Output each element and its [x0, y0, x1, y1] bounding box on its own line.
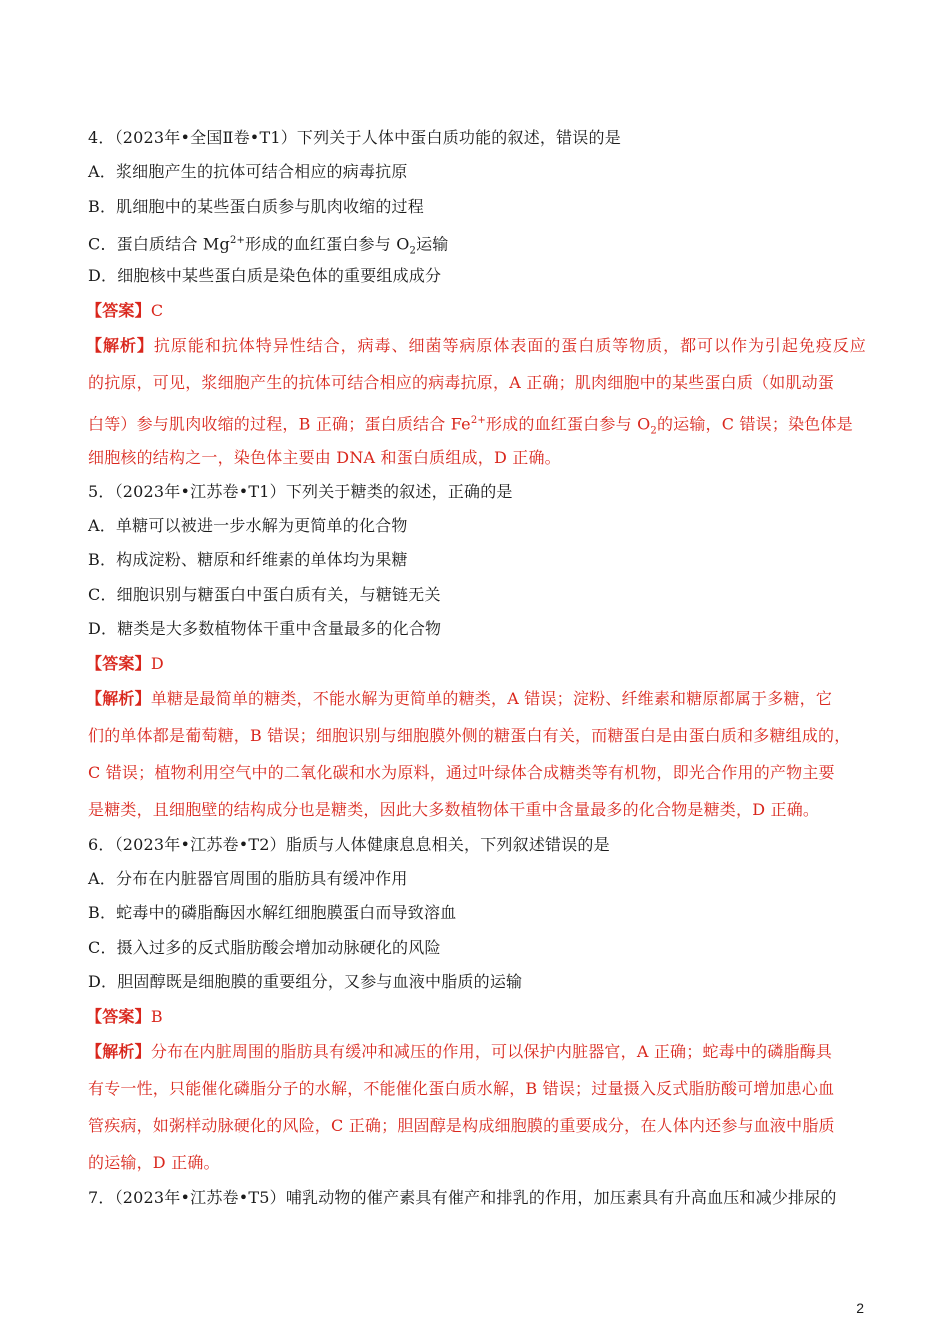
q5-answer-tag: 【答案】	[86, 654, 151, 673]
q4-analysis-text-1: 抗原能和抗体特异性结合，病毒、细菌等病原体表面的蛋白质等物质，都可以作为引起免疫反应	[153, 336, 866, 355]
q4-analysis-tag: 【解析】	[86, 336, 154, 355]
q6-option-b: B．蛇毒中的磷脂酶因水解红细胞膜蛋白而导致溶血	[88, 903, 457, 922]
q6-answer	[86, 1006, 866, 1028]
q5-answer	[86, 653, 866, 675]
q4-analysis-3-post: 的运输，C 错误；染色体是	[656, 414, 853, 434]
q6-answer-tag: 【答案】	[86, 1007, 151, 1026]
q6-option-d: D．胆固醇既是细胞膜的重要组分，又参与血液中脂质的运输	[88, 972, 523, 991]
q6-option-c: C．摄入过多的反式脂肪酸会增加动脉硬化的风险	[88, 938, 441, 957]
q4-analysis-3-pre: 白等）参与肌肉收缩的过程，B 正确；蛋白质结合 Fe	[88, 414, 471, 434]
q5-analysis-line-3: C 错误；植物利用空气中的二氧化碳和水为原料，通过叶绿体合成糖类等有机物，即光合作用的产物主要	[88, 763, 835, 782]
q5-analysis-text-1: 单糖是最简单的糖类，不能水解为更简单的糖类，A 错误；淀粉、纤维素和糖原都属于多糖，它	[150, 689, 833, 708]
q4-answer-value: C	[150, 301, 164, 320]
q4-analysis-3-mid: 形成的血红蛋白参与 O	[485, 414, 651, 434]
q5-option-a: A．单糖可以被进一步水解为更简单的化合物	[88, 516, 408, 535]
q4-analysis-line-2: 的抗原，可见，浆细胞产生的抗体可结合相应的病毒抗原，A 正确；肌肉细胞中的某些蛋白质（如肌动蛋	[88, 373, 835, 392]
q4-answer	[86, 300, 866, 322]
q6-answer-value: B	[150, 1007, 163, 1026]
q5-analysis-line-4: 是糖类，且细胞壁的结构成分也是糖类，因此大多数植物体干重中含量最多的化合物是糖类，D 正确。	[88, 800, 820, 819]
q4-analysis-3-sub: 2	[650, 425, 657, 437]
q4-option-c	[88, 230, 868, 263]
q6-analysis-line-1	[86, 1041, 866, 1063]
q4-option-a: A．浆细胞产生的抗体可结合相应的病毒抗原	[88, 162, 408, 181]
q4-option-c-post: 运输	[416, 234, 449, 254]
q5-analysis-tag: 【解析】	[86, 689, 151, 708]
q4-option-b: B．肌细胞中的某些蛋白质参与肌肉收缩的过程	[88, 197, 424, 216]
q4-option-c-sup: 2+	[229, 235, 246, 246]
q6-analysis-text-1: 分布在内脏周围的脂肪具有缓冲和减压的作用，可以保护内脏器官，A 正确；蛇毒中的磷脂酶具	[150, 1042, 833, 1061]
q6-analysis-tag: 【解析】	[86, 1042, 151, 1061]
q5-stem: 5．（2023年•江苏卷•T1）下列关于糖类的叙述，正确的是	[88, 482, 513, 501]
q6-analysis-line-4: 的运输，D 正确。	[88, 1153, 220, 1172]
q5-answer-value: D	[150, 654, 164, 673]
q5-option-b: B．构成淀粉、糖原和纤维素的单体均为果糖	[88, 550, 408, 569]
q4-analysis-3-sup: 2+	[470, 415, 486, 426]
q4-option-c-mid: 形成的血红蛋白参与 O	[245, 234, 410, 254]
q4-analysis-line-3	[88, 410, 868, 443]
q4-analysis-line-1	[86, 335, 866, 357]
q4-stem: 4．（2023年•全国Ⅱ卷•T1）下列关于人体中蛋白质功能的叙述，错误的是	[88, 128, 621, 147]
q4-option-c-sub: 2	[409, 245, 417, 257]
q5-analysis-line-1	[86, 688, 866, 710]
q5-option-d: D．糖类是大多数植物体干重中含量最多的化合物	[88, 619, 442, 638]
q6-analysis-line-3: 管疾病，如粥样动脉硬化的风险，C 正确；胆固醇是构成细胞膜的重要成分，在人体内还参与血液中脂质	[88, 1116, 835, 1135]
q5-option-c: C．细胞识别与糖蛋白中蛋白质有关，与糖链无关	[88, 585, 441, 604]
q4-option-c-pre: C．蛋白质结合 Mg	[88, 234, 230, 254]
q4-answer-tag: 【答案】	[86, 301, 151, 320]
page-number: 2	[856, 1300, 864, 1316]
q6-option-a: A．分布在内脏器官周围的脂肪具有缓冲作用	[88, 869, 408, 888]
q7-stem: 7．（2023年•江苏卷•T5）哺乳动物的催产素具有催产和排乳的作用，加压素具有升高血压和减少排尿的	[88, 1188, 837, 1207]
q6-stem: 6．（2023年•江苏卷•T2）脂质与人体健康息息相关，下列叙述错误的是	[88, 835, 610, 854]
q5-analysis-line-2: 们的单体都是葡萄糖，B 错误；细胞识别与细胞膜外侧的糖蛋白有关，而糖蛋白是由蛋白质和多糖组成的，	[88, 726, 851, 745]
q4-analysis-line-4: 细胞核的结构之一，染色体主要由 DNA 和蛋白质组成，D 正确。	[88, 448, 561, 467]
q6-analysis-line-2: 有专一性，只能催化磷脂分子的水解，不能催化蛋白质水解，B 错误；过量摄入反式脂肪酸可增加患心血	[88, 1079, 835, 1098]
q4-option-d: D．细胞核中某些蛋白质是染色体的重要组成成分	[88, 266, 442, 285]
